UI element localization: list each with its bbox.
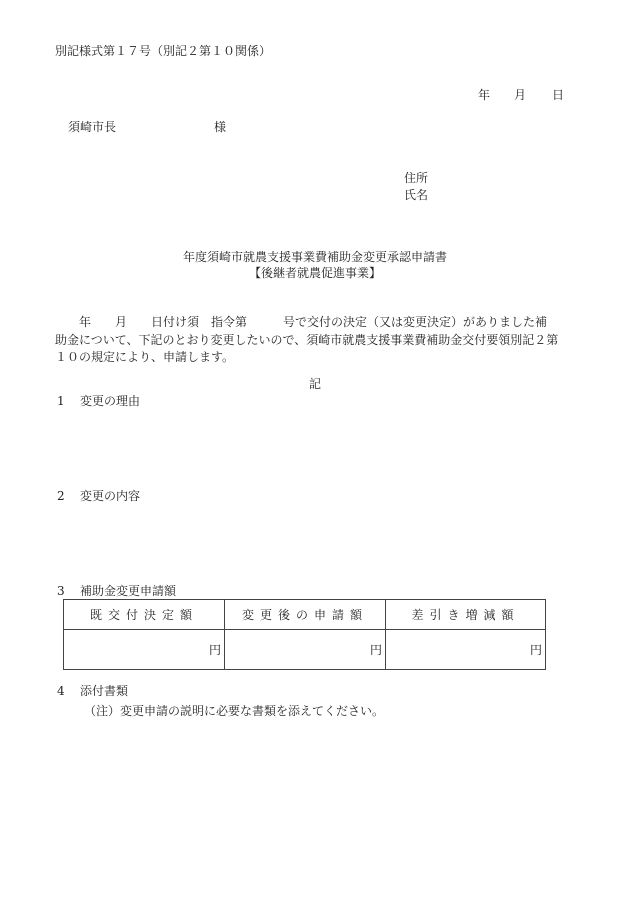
table-row: [64, 630, 546, 670]
document-title: 年度須崎市就農支援事業費補助金変更承認申請書: [182, 250, 447, 264]
addressee-name: 須崎市長: [68, 120, 117, 134]
document-subtitle: 【後継者就農促進事業】: [248, 266, 381, 280]
ki-heading: 記: [308, 377, 321, 391]
header-existing-amount: 既交付決定額: [64, 600, 225, 630]
section-1-label: 変更の理由: [80, 394, 141, 408]
difference-cell[interactable]: 円: [386, 630, 546, 670]
table-header-row: [64, 600, 546, 630]
date-day: 日: [552, 88, 565, 102]
date-year: 年: [478, 88, 491, 102]
address-label: 住所: [404, 171, 429, 185]
section-4-label: 添付書類: [80, 684, 129, 698]
section-3-number: 3: [57, 584, 65, 598]
revised-amount-cell[interactable]: 円: [225, 630, 386, 670]
form-number: 別記様式第１７号（別記２第１０関係）: [55, 44, 272, 58]
section-2-number: 2: [57, 489, 65, 503]
subsidy-amount-table: [63, 599, 546, 670]
header-revised-amount: 変更後の申請額: [225, 600, 386, 630]
date-month: 月: [514, 88, 527, 102]
section-1-number: 1: [57, 394, 65, 408]
name-label: 氏名: [404, 188, 429, 202]
section-3-label: 補助金変更申請額: [80, 584, 177, 598]
existing-amount-cell[interactable]: 円: [64, 630, 225, 670]
header-difference: 差引き増減額: [386, 600, 546, 630]
note-text: （注）変更申請の説明に必要な書類を添えてください。: [84, 704, 385, 718]
body-line: １０の規定により、申請します。: [55, 350, 235, 364]
section-2-label: 変更の内容: [80, 489, 141, 503]
addressee-honorific: 様: [214, 120, 227, 134]
section-4-number: 4: [57, 684, 65, 698]
body-line: 助金について、下記のとおり変更したいので、須崎市就農支援事業費補助金交付要領別記２第: [55, 333, 559, 347]
body-line: 年 月 日付け須 指令第 号で交付の決定（又は変更決定）がありました補: [55, 315, 548, 329]
